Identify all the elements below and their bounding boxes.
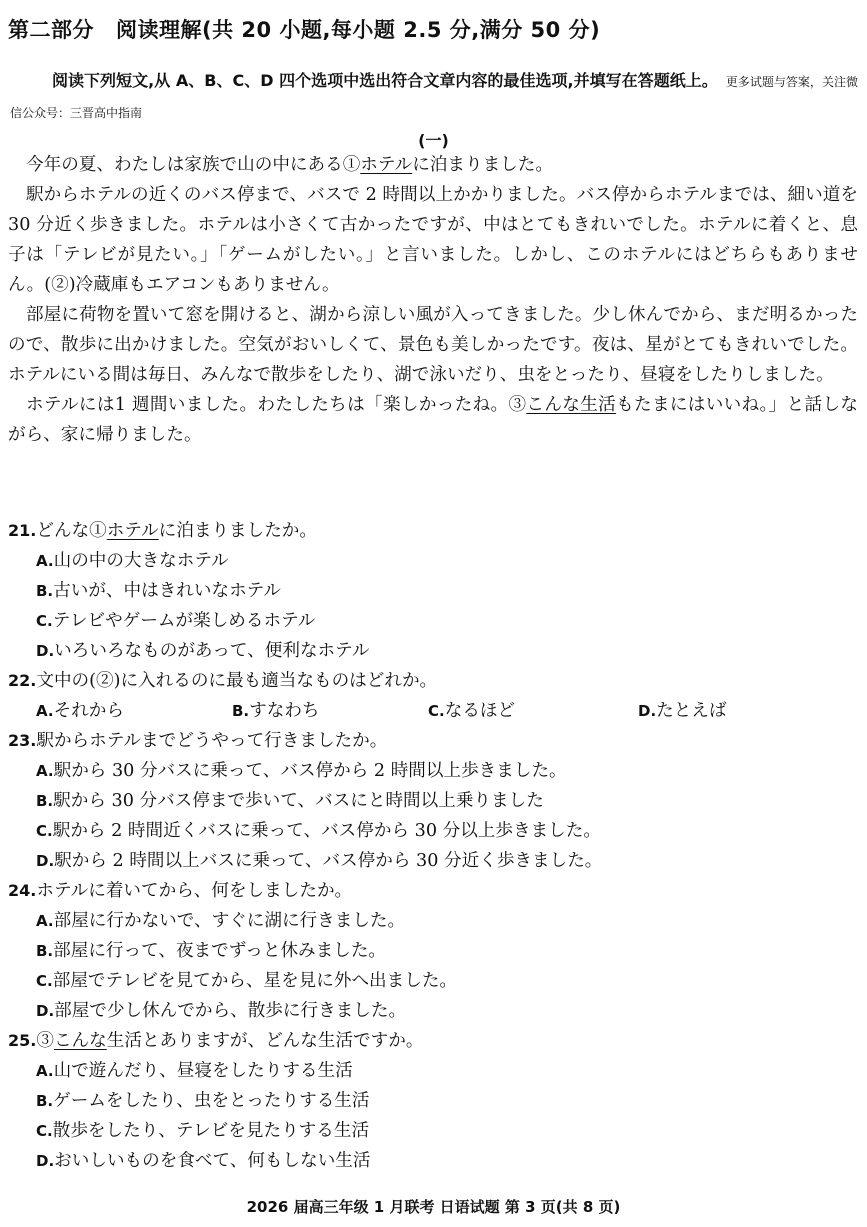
passage-paragraph-2: 駅からホテルの近くのバス停まで、バスで 2 時間以上かかりました。バス停からホテルまでは、細い道を30 分近く歩きました。ホテルは小さくて古かったですが、中はとてもきれいでした。ホテルに着くと、息子は「テレビが見たい。」「ゲームがしたい。」と言いました。しかし、このホテルにはどちらもありません。(②)冷蔵庫もエアコンもありません。	[8, 185, 858, 295]
question-23	[8, 726, 858, 876]
option-text: 散歩をしたり、テレビを見たりする生活	[52, 1121, 370, 1141]
option-text: 古いが、中はきれいなホテル	[53, 581, 281, 601]
question-number: 21.	[8, 521, 37, 540]
option-c	[428, 696, 638, 726]
option-label: B.	[36, 1092, 54, 1110]
question-number: 25.	[8, 1031, 37, 1050]
section-detail: 阅读理解(共 20 小题,每小题 2.5 分,满分 50 分)	[116, 18, 601, 42]
option-label: D.	[36, 642, 55, 660]
option-text: いろいろなものがあって、便利なホテル	[54, 641, 370, 661]
option-b	[232, 696, 428, 726]
underlined-term: ホテル	[106, 521, 159, 541]
option-text: 駅から 2 時間近くバスに乗って、バス停から 30 分以上歩きました。	[52, 821, 601, 841]
option-text: 部屋に行って、夜までずっと休みました。	[53, 941, 387, 961]
stem-text: どんな①	[36, 521, 107, 541]
option-d	[638, 696, 834, 726]
option-a	[8, 546, 858, 576]
instructions	[10, 66, 858, 128]
section-title	[8, 14, 600, 44]
option-d	[8, 636, 858, 666]
question-list	[8, 516, 858, 1176]
option-d	[8, 996, 858, 1026]
option-text: 駅から 30 分バス停まで歩いて、バスにと時間以上乗りました	[53, 791, 544, 811]
option-c	[8, 816, 858, 846]
question-stem	[8, 516, 858, 546]
paragraph-text: に泊まりました。	[412, 155, 553, 175]
paragraph-text: 今年の夏、わたしは家族で山の中にある①	[26, 155, 361, 175]
passage-paragraph-4	[8, 390, 858, 450]
underlined-term: こんな	[53, 1031, 107, 1051]
stem-text: 駅からホテルまでどうやって行きましたか。	[36, 731, 388, 751]
option-label: C.	[36, 972, 53, 990]
option-text: 駅から 2 時間以上バスに乗って、バス停から 30 分近く歩きました。	[54, 851, 603, 871]
stem-text: 生活とありますが、どんな生活ですか。	[106, 1031, 424, 1051]
option-b	[8, 786, 858, 816]
question-number: 24.	[8, 881, 37, 900]
option-c	[8, 966, 858, 996]
page-footer: 2026 届高三年级 1 月联考 日语试题 第 3 页(共 8 页)	[246, 1198, 621, 1216]
option-c	[8, 1116, 858, 1146]
option-text: 山の中の大きなホテル	[53, 551, 229, 571]
option-d	[8, 1146, 858, 1176]
option-label: B.	[232, 702, 250, 720]
option-label: C.	[36, 822, 53, 840]
option-text: 部屋でテレビを見てから、星を見に外へ出ました。	[52, 971, 458, 991]
option-c	[8, 606, 858, 636]
instructions-text: 阅读下列短文,从 A、B、C、D 四个选项中选出符合文章内容的最佳选项,并填写在答题纸上。	[52, 71, 718, 90]
paragraph-text: ホテルには1 週間いました。わたしたちは「楽しかったね。③	[26, 395, 527, 415]
option-a	[36, 696, 232, 726]
option-label: A.	[36, 552, 54, 570]
option-text: テレビやゲームが楽しめるホテル	[52, 611, 316, 631]
passage-paragraph-3: 部屋に荷物を置いて窓を開けると、湖から涼しい風が入ってきました。少し休んでから、まだ明るかったので、散歩に出かけました。空気がおいしくて、景色も美しかったです。夜は、星がとてもきれいでした。ホテルにいる間は毎日、みんなで散歩をしたり、湖で泳いだり、虫をとったり、昼寝をしたりしました。	[8, 305, 858, 385]
option-text: 駅から 30 分バスに乗って、バス停から 2 時間以上歩きました。	[53, 761, 567, 781]
option-label: B.	[36, 942, 54, 960]
paragraph-text: もたまにはいいね。」と話しながら、家に帰りました。	[8, 395, 858, 445]
option-label: C.	[36, 612, 53, 630]
option-label: D.	[36, 852, 55, 870]
reading-passage	[8, 150, 858, 450]
option-label: B.	[36, 792, 54, 810]
question-stem	[8, 666, 858, 696]
option-d	[8, 846, 858, 876]
option-text: すなわち	[249, 701, 320, 721]
option-text: おいしいものを食べて、何もしない生活	[54, 1151, 371, 1171]
option-b	[8, 576, 858, 606]
option-row	[8, 696, 858, 726]
question-number: 23.	[8, 731, 37, 750]
question-number: 22.	[8, 671, 37, 690]
option-label: A.	[36, 912, 54, 930]
stem-text: ③	[36, 1031, 54, 1051]
option-text: 山で遊んだり、昼寝をしたりする生活	[53, 1061, 353, 1081]
option-label: C.	[428, 702, 445, 720]
option-label: D.	[36, 1002, 55, 1020]
question-24	[8, 876, 858, 1026]
option-label: A.	[36, 762, 54, 780]
section-label: 第二部分	[8, 18, 94, 42]
question-21	[8, 516, 858, 666]
passage-number: (一)	[418, 131, 449, 150]
option-text: 部屋で少し休んでから、散歩に行きました。	[54, 1001, 407, 1021]
option-text: たとえば	[656, 701, 727, 721]
option-text: ゲームをしたり、虫をとったりする生活	[53, 1091, 370, 1111]
option-a	[8, 1056, 858, 1086]
option-b	[8, 936, 858, 966]
option-text: それから	[53, 701, 124, 721]
option-text: なるほど	[444, 701, 516, 721]
option-label: A.	[36, 702, 54, 720]
underlined-term: ホテル	[360, 155, 413, 175]
option-label: B.	[36, 582, 54, 600]
stem-text: ホテルに着いてから、何をしましたか。	[36, 881, 353, 901]
underlined-term: こんな生活	[526, 395, 617, 415]
instructions-note: 更多试题与答案，关注微信公众号：三晋高中指南	[10, 75, 858, 120]
option-label: A.	[36, 1062, 54, 1080]
question-25	[8, 1026, 858, 1176]
stem-text: 文中の(②)に入れるのに最も適当なものはどれか。	[36, 671, 438, 691]
option-label: C.	[36, 1122, 53, 1140]
stem-text: に泊まりましたか。	[158, 521, 317, 541]
option-b	[8, 1086, 858, 1116]
question-stem	[8, 1026, 858, 1056]
option-a	[8, 756, 858, 786]
passage-paragraph-1	[8, 150, 858, 180]
question-stem	[8, 726, 858, 756]
option-label: D.	[36, 1152, 55, 1170]
option-a	[8, 906, 858, 936]
option-text: 部屋に行かないで、すぐに湖に行きました。	[53, 911, 406, 931]
question-stem	[8, 876, 858, 906]
option-label: D.	[638, 702, 657, 720]
question-22	[8, 666, 858, 726]
